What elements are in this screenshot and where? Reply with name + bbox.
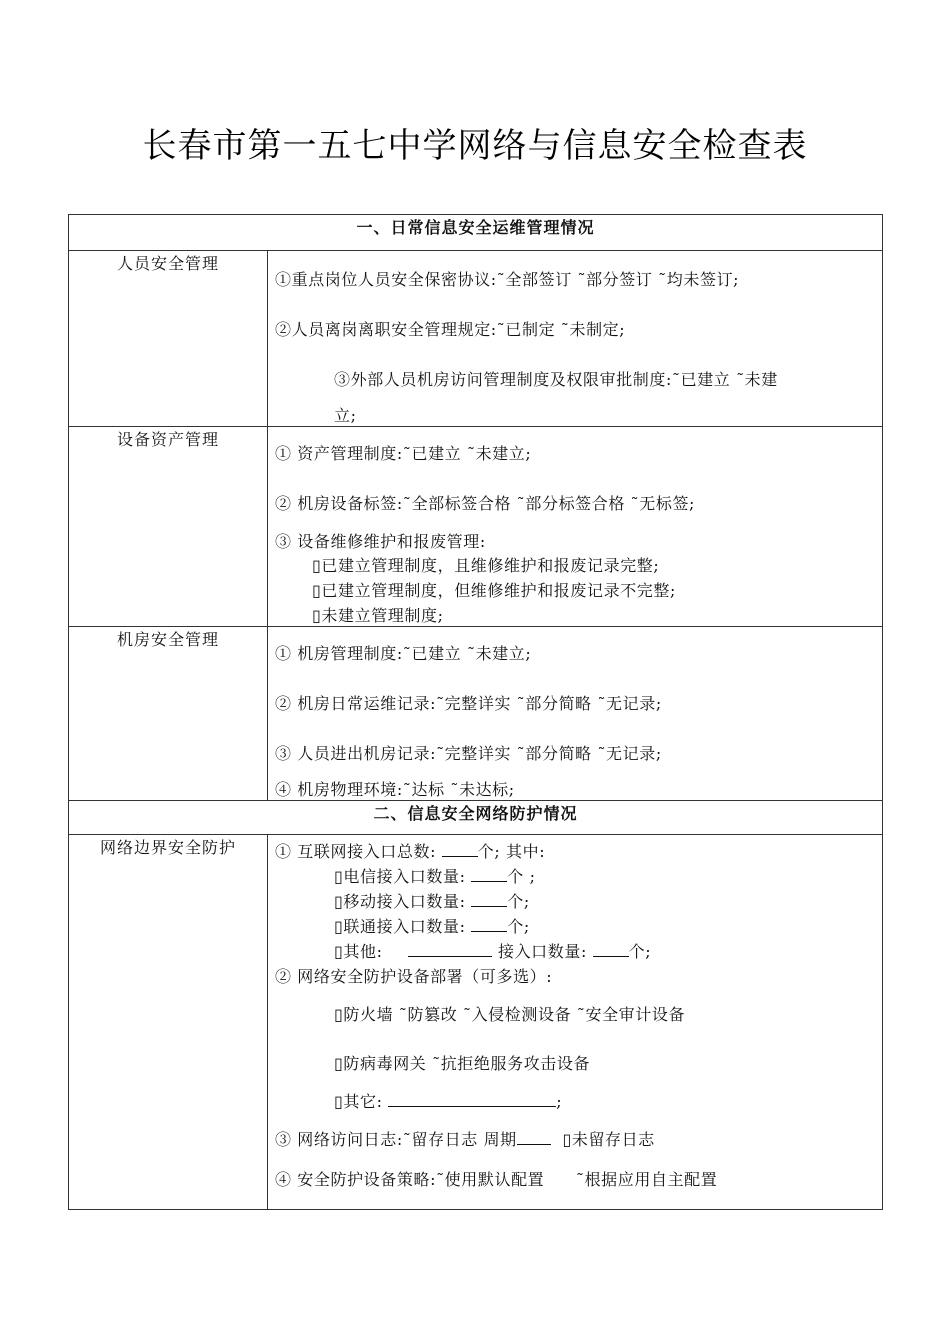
row-content <box>268 627 883 801</box>
item-text: ; <box>556 1092 563 1111</box>
item-line: ▯防病毒网关 ˜抗拒绝服务攻击设备 <box>334 1054 591 1073</box>
row-content <box>268 427 883 627</box>
fill-blank[interactable] <box>442 842 478 857</box>
table-row <box>69 627 883 801</box>
table-row <box>69 835 883 1210</box>
fill-blank[interactable] <box>593 942 629 957</box>
category-label: 网络边界安全防护 <box>69 835 268 1210</box>
item-line: ▯已建立管理制度，但维修维护和报废记录不完整; <box>312 581 676 600</box>
item-line: ① 机房管理制度:˜已建立 ˜未建立; <box>275 644 532 663</box>
table-row <box>69 427 883 627</box>
page-title: 长春市第一五七中学网络与信息安全检查表 <box>142 126 808 166</box>
item-text: 个; 其中: <box>477 842 546 861</box>
item-text: ˜根据应用自主配置 <box>575 1170 718 1189</box>
item-text: 个; <box>507 892 530 911</box>
section-heading-row <box>69 215 883 251</box>
item-text: ▯联通接入口数量: <box>334 917 466 936</box>
item-text: ▯未留存日志 <box>562 1130 655 1149</box>
item-text: ③ 网络访问日志:˜留存日志 周期 <box>275 1130 517 1149</box>
item-text: ④ 安全防护设备策略:˜使用默认配置 <box>275 1170 545 1189</box>
item-line <box>334 864 536 887</box>
item-line: ▯防火墙 ˜防篡改 ˜入侵检测设备 ˜安全审计设备 <box>334 1005 686 1024</box>
item-text: ▯电信接入口数量: <box>334 867 466 886</box>
fill-blank[interactable] <box>388 1092 556 1107</box>
category-label: 机房安全管理 <box>69 627 268 801</box>
item-text: ▯其它: <box>334 1092 383 1111</box>
section-heading: 二、信息安全网络防护情况 <box>69 801 883 835</box>
item-text: ① 互联网接入口总数: <box>275 842 437 861</box>
item-line <box>275 1127 655 1150</box>
item-line: ③ 设备维修维护和报废管理: <box>275 532 486 551</box>
item-line <box>334 889 530 912</box>
item-line <box>275 1167 717 1190</box>
item-line: ② 网络安全防护设备部署（可多选）: <box>275 967 553 986</box>
item-line: ②人员离岗离职安全管理规定:˜已制定 ˜未制定; <box>275 320 626 339</box>
fill-blank[interactable] <box>471 867 507 882</box>
item-text: ▯移动接入口数量: <box>334 892 466 911</box>
section-heading: 一、日常信息安全运维管理情况 <box>69 215 883 251</box>
item-text: 个; <box>628 942 652 961</box>
item-text: 个; <box>507 917 530 936</box>
item-text: 个 ; <box>507 867 536 886</box>
fill-blank[interactable] <box>408 942 492 957</box>
fill-blank[interactable] <box>471 917 507 932</box>
fill-blank[interactable] <box>517 1130 551 1145</box>
category-label: 设备资产管理 <box>69 427 268 627</box>
item-line: ① 资产管理制度:˜已建立 ˜未建立; <box>275 444 532 463</box>
row-content <box>268 251 883 427</box>
item-text: 接入口数量: <box>497 942 587 961</box>
section-heading-row <box>69 801 883 835</box>
item-line: ② 机房日常运维记录:˜完整详实 ˜部分简略 ˜无记录; <box>275 694 662 713</box>
item-line: ③外部人员机房访问管理制度及权限审批制度:˜已建立 ˜未建 <box>334 370 778 389</box>
item-line <box>334 914 530 937</box>
item-line: ▯未建立管理制度; <box>312 606 444 625</box>
table-row <box>69 251 883 427</box>
item-line <box>334 939 651 962</box>
item-line <box>275 839 545 862</box>
item-line: ④ 机房物理环境:˜达标 ˜未达标; <box>275 780 515 799</box>
item-line: ③ 人员进出机房记录:˜完整详实 ˜部分简略 ˜无记录; <box>275 744 662 763</box>
category-label: 人员安全管理 <box>69 251 268 427</box>
item-line: ② 机房设备标签:˜全部标签合格 ˜部分标签合格 ˜无标签; <box>275 494 696 513</box>
item-line: ①重点岗位人员安全保密协议:˜全部签订 ˜部分签订 ˜均未签订; <box>275 270 740 289</box>
fill-blank[interactable] <box>471 892 507 907</box>
row-content <box>268 835 883 1210</box>
item-line: 立; <box>334 406 357 425</box>
item-line: ▯已建立管理制度，且维修维护和报废记录完整; <box>312 556 660 575</box>
inspection-table <box>68 214 883 1210</box>
item-text: ▯其他: <box>334 942 383 961</box>
item-line <box>334 1089 562 1112</box>
